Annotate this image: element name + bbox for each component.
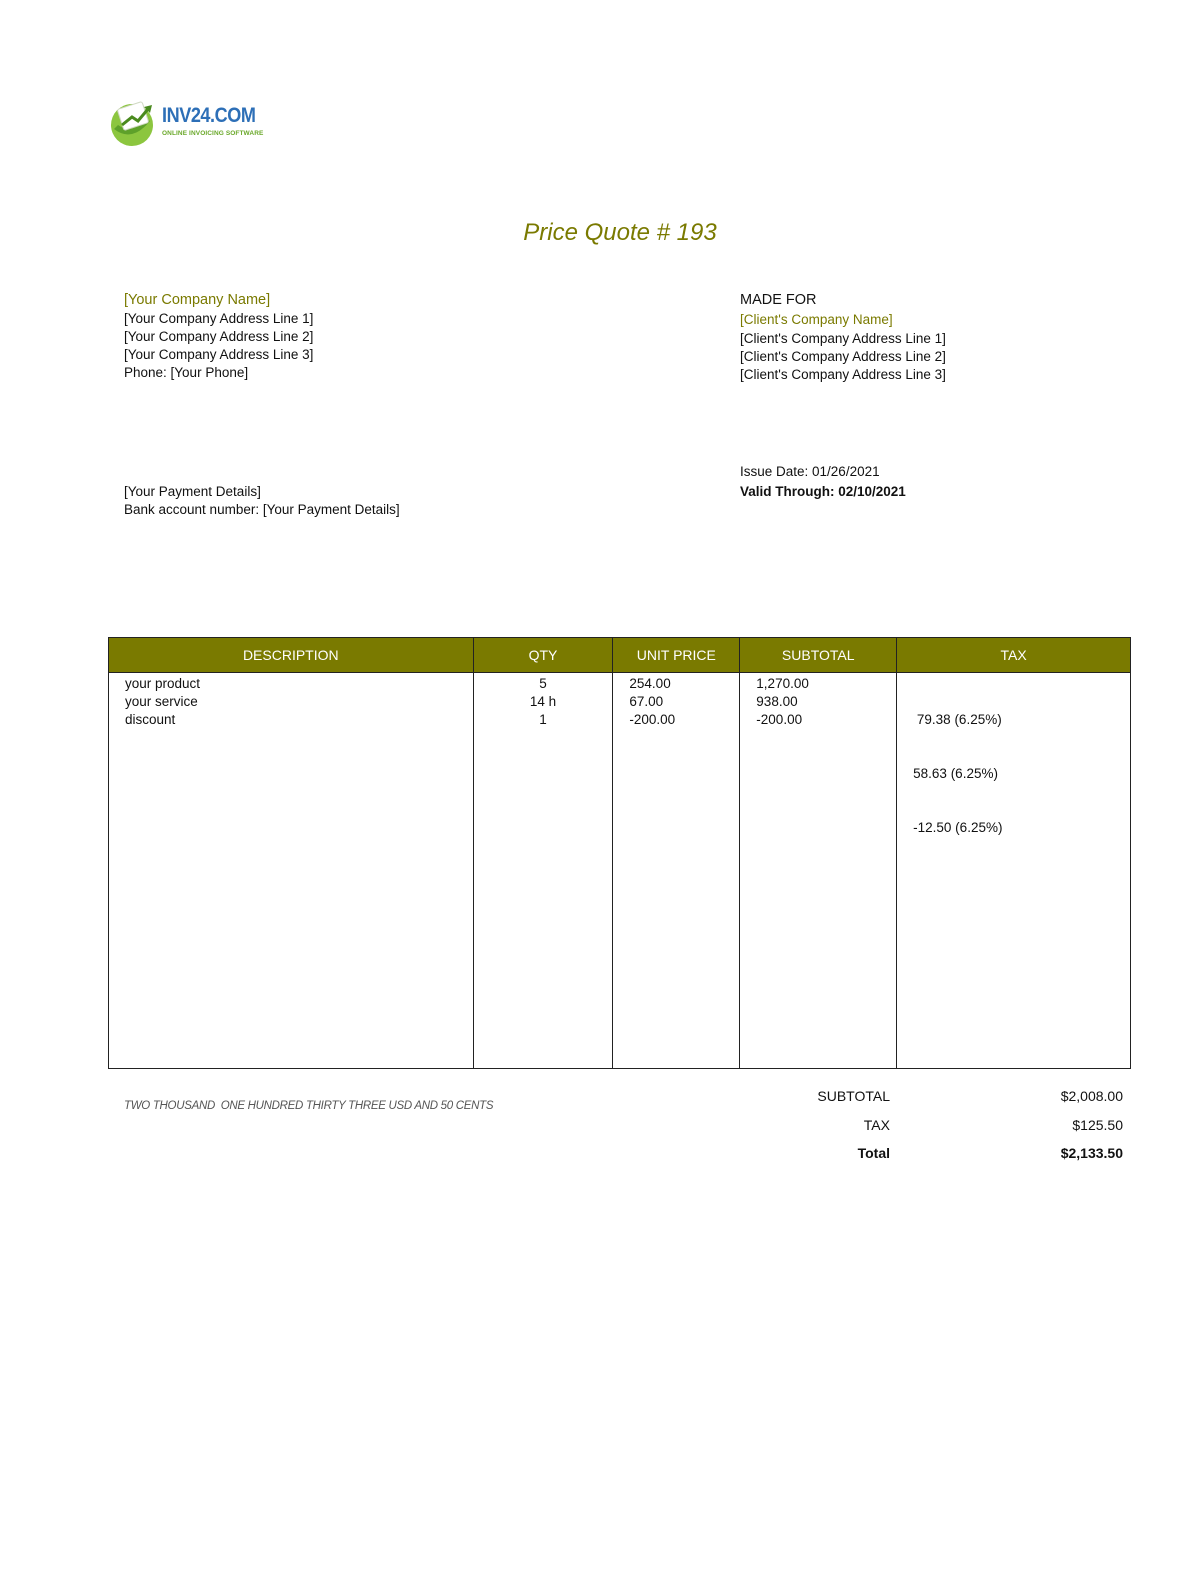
table-header-row (109, 638, 1131, 673)
payment-block (124, 483, 400, 519)
subtotal-column (740, 673, 897, 1069)
table-cell: -200.00 (629, 712, 676, 727)
header-qty: QTY (473, 638, 613, 673)
table-cell: 1,270.00 (756, 676, 809, 691)
seller-company: [Your Company Name] (124, 292, 271, 308)
table-cell: 79.38 (6.25%) (913, 712, 1002, 727)
bank-account: Bank account number: [Your Payment Details] (124, 502, 400, 517)
seller-phone: Phone: [Your Phone] (124, 365, 249, 380)
table-cell: 67.00 (629, 694, 664, 709)
header-tax: TAX (897, 638, 1131, 673)
tax-label: TAX (863, 1117, 890, 1133)
table-body-row (109, 673, 1131, 1069)
seller-block (124, 290, 313, 382)
header-description: DESCRIPTION (109, 638, 474, 673)
client-company: [Client's Company Name] (740, 312, 893, 327)
subtotal-value: $2,008.00 (1060, 1088, 1123, 1104)
table-cell: 254.00 (629, 676, 671, 691)
logo-icon (108, 99, 160, 147)
logo-tagline: ONLINE INVOICING SOFTWARE (162, 130, 264, 137)
client-address-line-2: [Client's Company Address Line 2] (740, 349, 946, 364)
document-title: Price Quote # 193 (523, 219, 717, 246)
table-cell: -200.00 (756, 712, 803, 727)
total-label: Total (857, 1145, 890, 1161)
dates-block (740, 461, 906, 501)
table-cell: discount (125, 712, 176, 727)
issue-date: Issue Date: 01/26/2021 (740, 464, 880, 479)
table-cell: 14 h (529, 694, 557, 709)
tax-column (897, 673, 1131, 1069)
client-block (740, 290, 946, 384)
valid-through: Valid Through: 02/10/2021 (740, 484, 906, 499)
table-cell: 1 (539, 712, 547, 727)
header-subtotal: SUBTOTAL (740, 638, 897, 673)
unit-price-column (613, 673, 740, 1069)
description-column (109, 673, 474, 1069)
seller-address-line-3: [Your Company Address Line 3] (124, 347, 314, 362)
table-cell: 5 (539, 676, 547, 691)
header-unit-price: UNIT PRICE (613, 638, 740, 673)
seller-address-line-1: [Your Company Address Line 1] (124, 311, 314, 326)
qty-column (473, 673, 613, 1069)
payment-details: [Your Payment Details] (124, 484, 261, 499)
table-cell: 58.63 (6.25%) (913, 766, 998, 781)
table-cell: 938.00 (756, 694, 798, 709)
tax-value: $125.50 (1072, 1117, 1123, 1133)
client-heading: MADE FOR (740, 292, 817, 308)
subtotal-label: SUBTOTAL (817, 1088, 890, 1104)
items-table (108, 637, 1131, 1069)
total-value: $2,133.50 (1060, 1145, 1123, 1161)
seller-address-line-2: [Your Company Address Line 2] (124, 329, 314, 344)
client-address-line-3: [Client's Company Address Line 3] (740, 367, 946, 382)
client-address-line-1: [Client's Company Address Line 1] (740, 331, 946, 346)
table-cell: your product (125, 676, 201, 691)
table-cell: -12.50 (6.25%) (913, 820, 1003, 835)
logo-name: INV24.COM (162, 104, 256, 127)
amount-in-words: TWO THOUSAND ONE HUNDRED THIRTY THREE USD AND 50 CENTS (124, 1100, 494, 1112)
table-cell: your service (125, 694, 198, 709)
